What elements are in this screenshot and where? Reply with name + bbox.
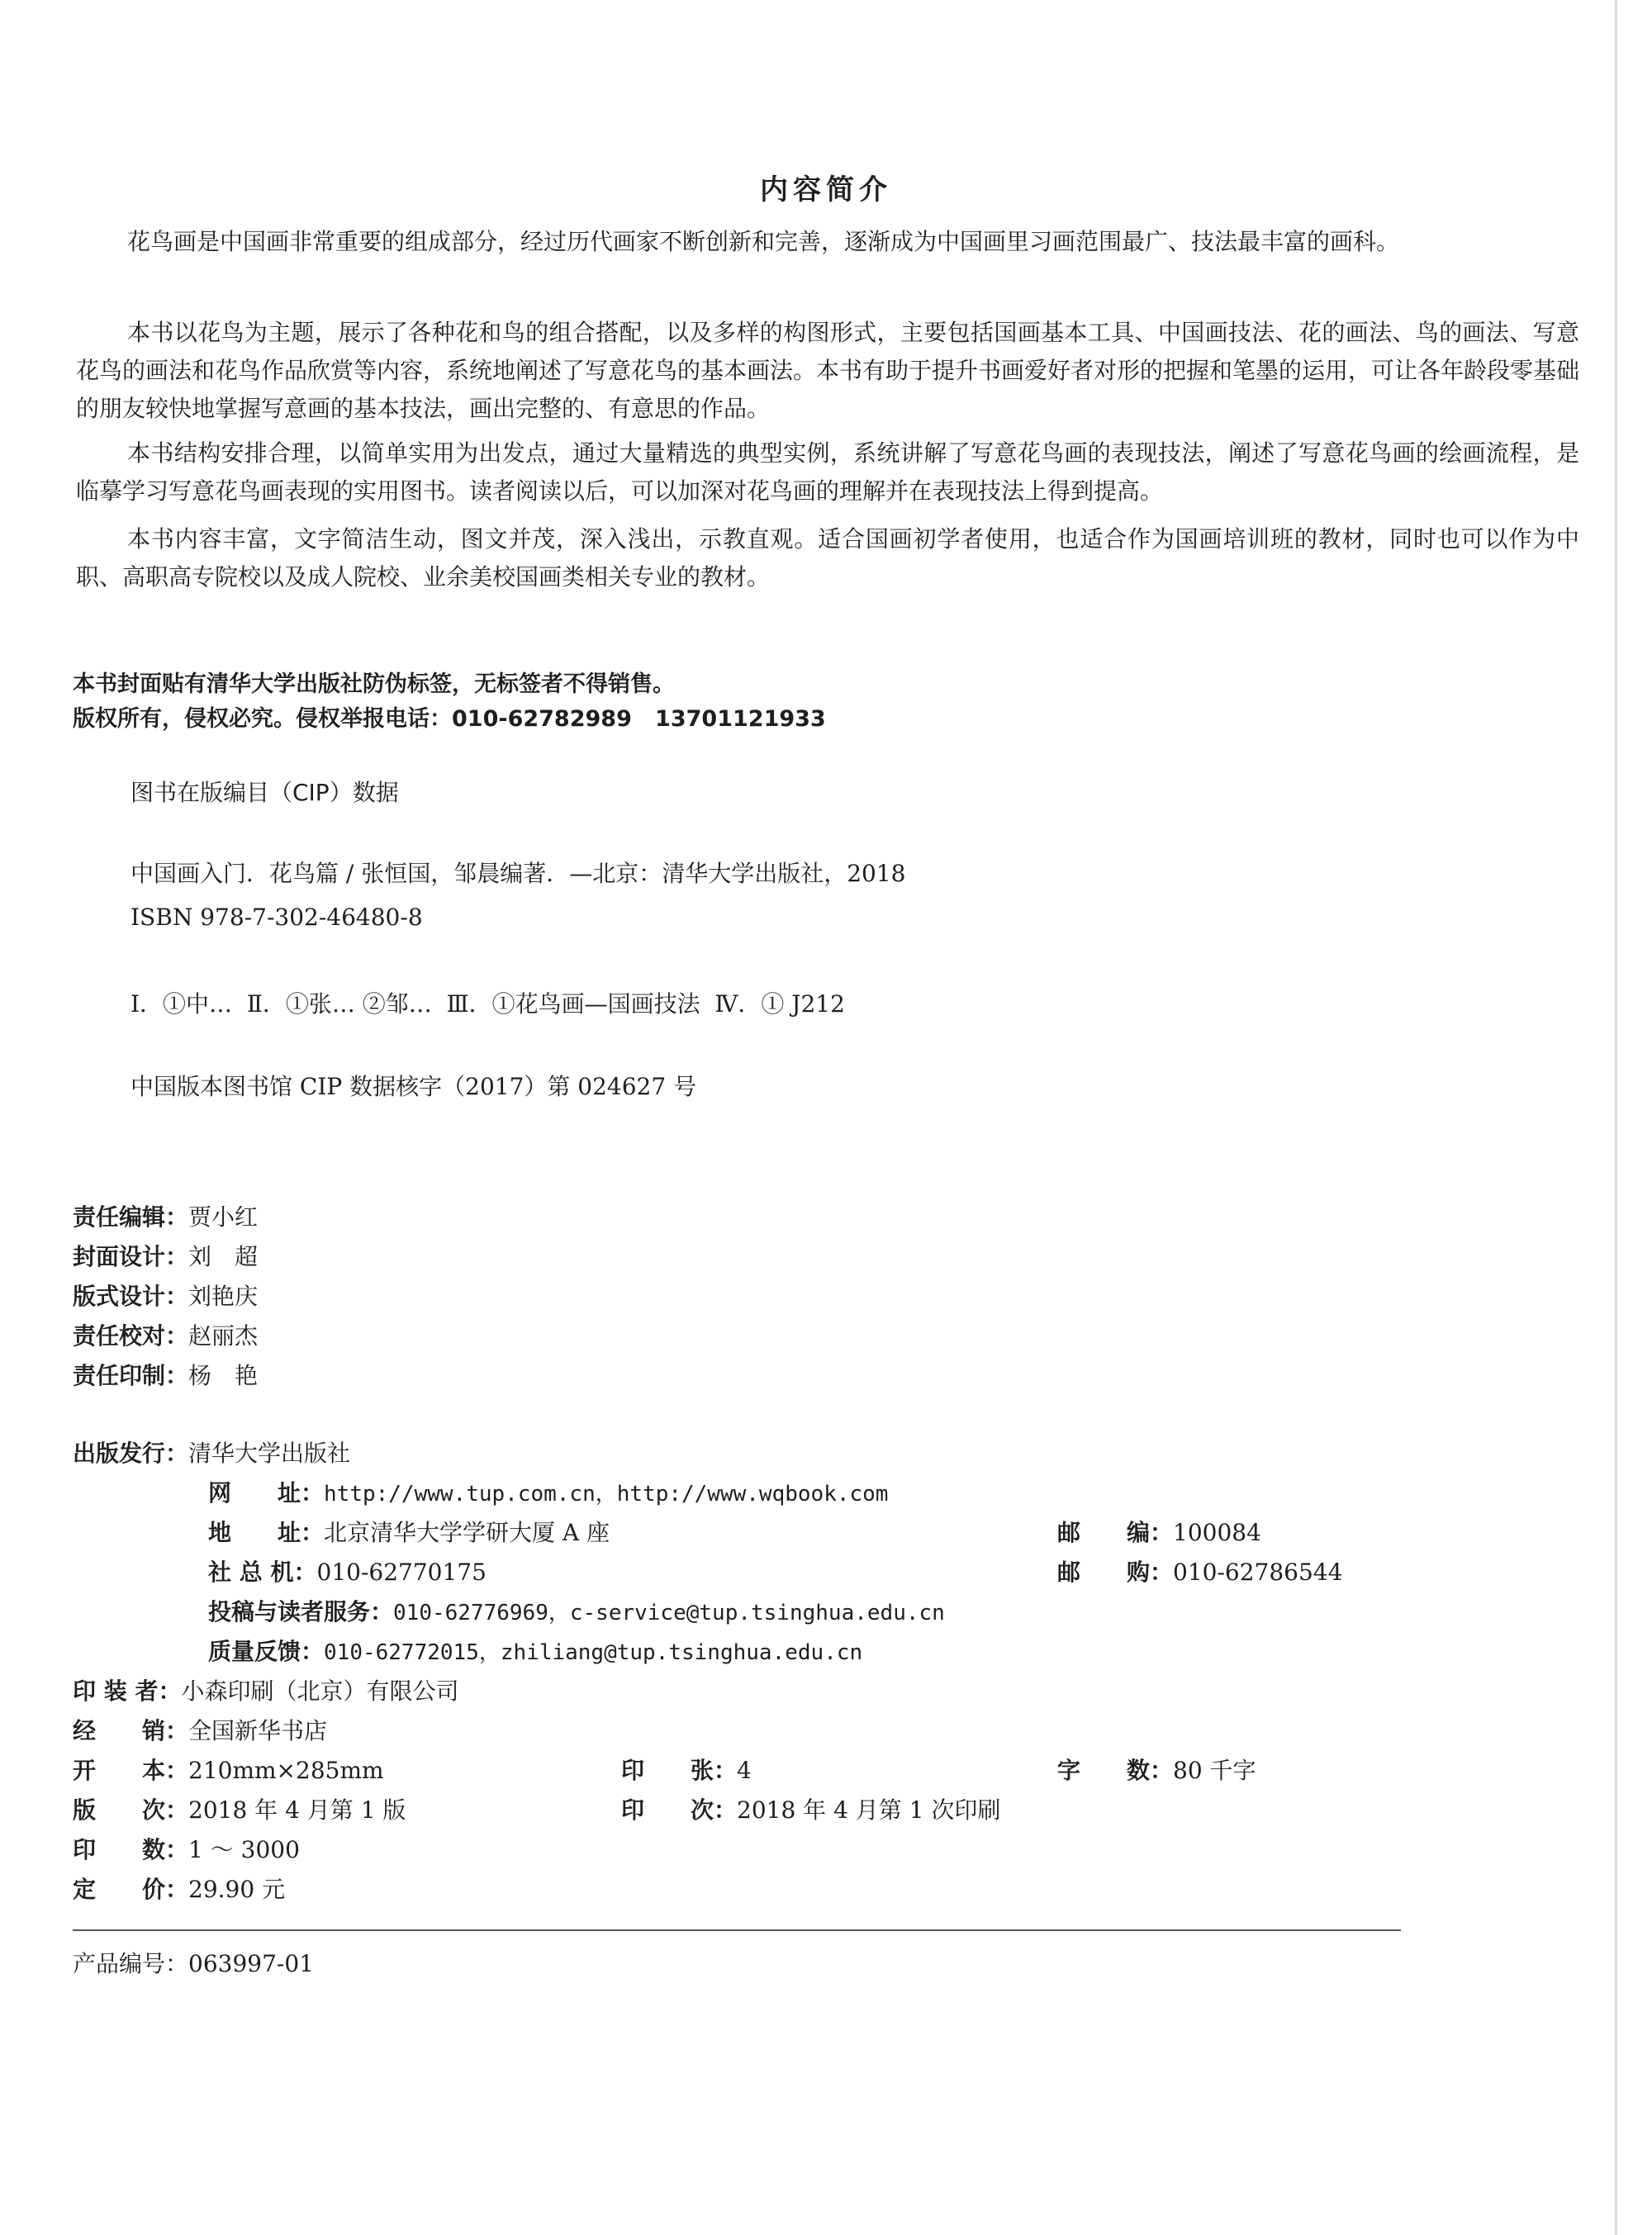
credit-proofreader — [73, 1318, 258, 1351]
credit-value: 杨 艳 — [188, 1362, 259, 1389]
sheets-label: 印 张： — [621, 1757, 738, 1784]
edition-value: 2018 年 4 月第 1 版 — [188, 1796, 406, 1824]
credit-value: 赵丽杰 — [188, 1322, 259, 1350]
summary-title: 内容简介 — [760, 173, 892, 206]
address-value: 北京清华大学学研大厦 A 座 — [324, 1519, 610, 1546]
price-label: 定 价： — [73, 1876, 189, 1903]
impression-value: 2018 年 4 月第 1 次印刷 — [737, 1796, 1001, 1824]
credit-print-manager — [73, 1358, 258, 1391]
anti-counterfeit-notice: 本书封面贴有清华大学出版社防伪标签，无标签者不得销售。 — [73, 671, 675, 697]
publisher-line — [73, 1435, 350, 1469]
format-value: 210mm×285mm — [188, 1757, 384, 1784]
printer-value: 小森印刷（北京）有限公司 — [181, 1677, 459, 1705]
publisher-reader-service — [208, 1594, 945, 1627]
publisher-switchboard — [208, 1554, 487, 1587]
distributor-label: 经 销： — [73, 1717, 189, 1744]
summary-paragraph-1: 花鸟画是中国画非常重要的组成部分，经过历代画家不断创新和完善，逐渐成为中国画里习画范围最广、技法最丰富的画科。 — [127, 228, 1400, 255]
printer-label: 印 装 者： — [73, 1677, 182, 1705]
edition-line — [73, 1792, 406, 1825]
distributor-value: 全国新华书店 — [188, 1717, 328, 1744]
switchboard-value: 010-62770175 — [316, 1559, 487, 1586]
page-edge-line — [1615, 0, 1617, 2235]
credit-label: 封面设计： — [73, 1243, 189, 1270]
product-label: 产品编号： — [73, 1950, 189, 1977]
mailorder-value: 010-62786544 — [1173, 1559, 1343, 1586]
credit-layout-design — [73, 1279, 258, 1312]
sheets-value: 4 — [737, 1757, 752, 1784]
credit-label: 责任印制： — [73, 1362, 189, 1389]
publisher-value: 清华大学出版社 — [188, 1440, 351, 1467]
credit-label: 责任校对： — [73, 1322, 189, 1350]
website-value: http://www.tup.com.cn，http://www.wqbook.com — [324, 1482, 889, 1507]
copies-value: 1 ～ 3000 — [188, 1836, 300, 1863]
mailorder-label: 邮 购： — [1057, 1559, 1174, 1586]
product-value: 063997-01 — [188, 1950, 314, 1977]
service-value: 010-62776969，c-service@tup.tsinghua.edu.cn — [393, 1601, 945, 1625]
address-label: 地 址： — [208, 1519, 325, 1546]
words-value: 80 千字 — [1173, 1757, 1256, 1784]
publisher-postcode — [1057, 1515, 1261, 1548]
publisher-website — [208, 1475, 888, 1508]
sheets-line — [621, 1753, 752, 1786]
copies-label: 印 数： — [73, 1836, 189, 1863]
credit-value: 刘 超 — [188, 1243, 259, 1270]
cip-heading: 图书在版编目（CIP）数据 — [131, 779, 399, 806]
credit-value: 贾小红 — [188, 1203, 259, 1231]
cip-title-line: 中国画入门．花鸟篇 / 张恒国，邹晨编著．—北京：清华大学出版社，2018 — [131, 860, 906, 887]
postcode-value: 100084 — [1173, 1519, 1261, 1546]
words-label: 字 数： — [1057, 1757, 1174, 1784]
publisher-mailorder — [1057, 1554, 1342, 1587]
format-line — [73, 1753, 384, 1786]
product-number-line — [73, 1946, 314, 1979]
printer-line — [73, 1673, 459, 1706]
postcode-label: 邮 编： — [1057, 1519, 1174, 1546]
credit-label: 版式设计： — [73, 1283, 189, 1310]
credit-value: 刘艳庆 — [188, 1283, 259, 1310]
edition-label: 版 次： — [73, 1796, 189, 1824]
quality-value: 010-62772015，zhiliang@tup.tsinghua.edu.cn — [324, 1640, 863, 1665]
cip-classification: Ⅰ．①中… Ⅱ．①张… ②邹… Ⅲ．①花鸟画—国画技法 Ⅳ．① J212 — [131, 990, 845, 1018]
copies-line — [73, 1832, 300, 1865]
summary-paragraph-4: 本书内容丰富，文字简洁生动，图文并茂，深入浅出，示教直观。适合国画初学者使用，也适合作为国画培训班的教材，同时也可以作为中职、高职高专院校以及成人院校、业余美校国画类相关专业的教材。 — [76, 525, 1579, 591]
cip-isbn: ISBN 978-7-302-46480-8 — [131, 904, 423, 931]
impression-line — [621, 1792, 1000, 1825]
copyright-notice: 版权所有，侵权必究。侵权举报电话：010-62782989 13701121933 — [73, 706, 826, 732]
quality-label: 质量反馈： — [208, 1638, 325, 1665]
word-count-line — [1057, 1753, 1256, 1786]
format-label: 开 本： — [73, 1757, 189, 1784]
price-line — [73, 1872, 285, 1905]
website-label: 网 址： — [208, 1479, 325, 1507]
credit-cover-design — [73, 1239, 258, 1272]
summary-paragraph-3: 本书结构安排合理，以简单实用为出发点，通过大量精选的典型实例，系统讲解了写意花鸟画的表现技法，阐述了写意花鸟画的绘画流程，是临摹学习写意花鸟画表现的实用图书。读者阅读以后，可以加深对花鸟画的理解并在表现技法上得到提高。 — [76, 439, 1579, 505]
switchboard-label: 社 总 机： — [208, 1559, 317, 1586]
service-label: 投稿与读者服务： — [208, 1598, 394, 1625]
publisher-label: 出版发行： — [73, 1440, 189, 1467]
cip-record-number: 中国版本图书馆 CIP 数据核字（2017）第 024627 号 — [131, 1073, 697, 1100]
credit-label: 责任编辑： — [73, 1203, 189, 1231]
publisher-quality-feedback — [208, 1634, 862, 1667]
publisher-address — [208, 1515, 610, 1548]
price-value: 29.90 元 — [188, 1876, 286, 1903]
summary-paragraph-2: 本书以花鸟为主题，展示了各种花和鸟的组合搭配，以及多样的构图形式，主要包括国画基本工具、中国画技法、花的画法、鸟的画法、写意花鸟的画法和花鸟作品欣赏等内容，系统地阐述了写意花鸟的基本画法。本书有助于提升书画爱好者对形的把握和笔墨的运用，可让各年龄段零基础的朋友较快地掌握写意画的基本技法，画出完整的、有意思的作品。 — [76, 319, 1580, 422]
credit-editor — [73, 1199, 258, 1232]
distributor-line — [73, 1713, 327, 1746]
impression-label: 印 次： — [621, 1796, 738, 1824]
separator-line — [73, 1929, 1401, 1931]
